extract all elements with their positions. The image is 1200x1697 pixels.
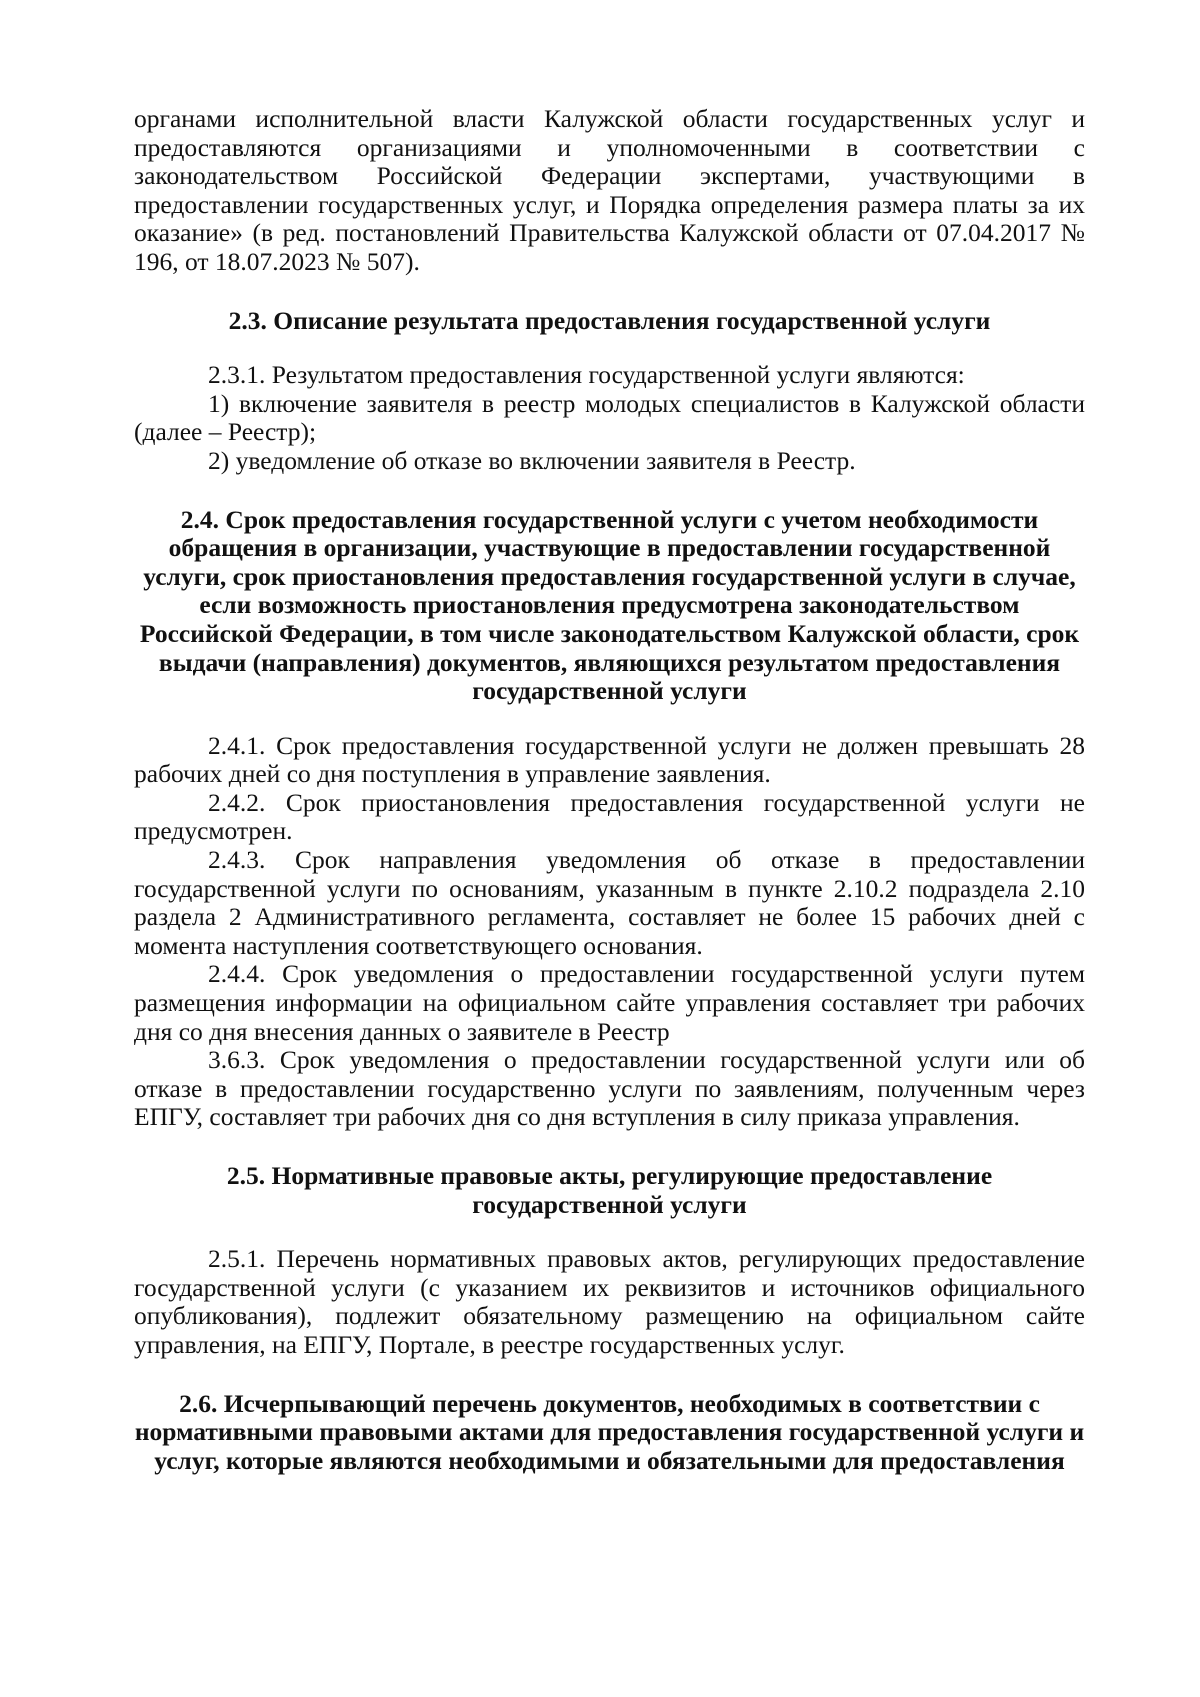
paragraph-2-4-3: 2.4.3. Срок направления уведомления об отказе в предоставлении государственной услуги по основаниям, указанным в пункте 2.10.2 подраздела 2.10 раздела 2 Административного регламента, составляет не более 15 рабочих дней с момента наступления соответствующего основания. xyxy=(134,845,1085,960)
paragraph-continuation: органами исполнительной власти Калужской области государственных услуг и предоставляются организациями и уполномоченными в соответствии с законодательством Российской Федерации экспертами, участвующими в предоставлении государственных услуг, и Порядка определения размера платы за их оказание» (в ред. постановлений Правительства Калужской области от 07.04.2017 № 196, от 18.07.2023 № 507). xyxy=(134,104,1085,276)
paragraph-2-4-4: 2.4.4. Срок уведомления о предоставлении государственной услуги путем размещения информации на официальном сайте управления составляет три рабочих дня со дня внесения данных о заявителе в Реестр xyxy=(134,959,1085,1046)
list-item-result-1: 1) включение заявителя в реестр молодых специалистов в Калужской области (далее – Реестр); xyxy=(134,388,1085,447)
paragraph-2-4-2: 2.4.2. Срок приостановления предоставления государственной услуги не предусмотрен. xyxy=(134,787,1085,846)
paragraph-3-6-3: 3.6.3. Срок уведомления о предоставлении государственной услуги или об отказе в предоставлении государственно услуги по заявлениям, полученным через ЕПГУ, составляет три рабочих дня со дня вступления в силу приказа управления. xyxy=(134,1045,1085,1132)
paragraph-2-5-1: 2.5.1. Перечень нормативных правовых актов, регулирующих предоставление государственной услуги (с указанием их реквизитов и источников официального опубликования), подлежит обязательному размещению на официальном сайте управления, на ЕПГУ, Портале, в реестре государственных услуг. xyxy=(134,1244,1085,1359)
paragraph-2-3-1: 2.3.1. Результатом предоставления государственной услуги являются: xyxy=(208,360,965,390)
section-heading-2-6: 2.6. Исчерпывающий перечень документов, необходимых в соответствии с нормативными правовыми актами для предоставления государственной услуги и услуг, которые являются необходимыми и обязательными для предоставления xyxy=(134,1388,1085,1475)
section-heading-2-4: 2.4. Срок предоставления государственной услуги с учетом необходимости обращения в организации, участвующие в предоставлении государственной услуги, срок приостановления предоставления государственной услуги в случае, если возможность приостановления предусмотрена законодательством Российской Федерации, в том числе законодательством Калужской области, срок выдачи (направления) документов, являющихся результатом предоставления государственной услуги xyxy=(139,504,1080,706)
section-heading-2-3: 2.3. Описание результата предоставления государственной услуги xyxy=(228,305,991,335)
list-item-result-2: 2) уведомление об отказе во включении заявителя в Реестр. xyxy=(208,445,856,475)
section-heading-2-5: 2.5. Нормативные правовые акты, регулирующие предоставление государственной услуги xyxy=(226,1161,993,1219)
document-page xyxy=(134,105,1085,1475)
paragraph-2-4-1: 2.4.1. Срок предоставления государственной услуги не должен превышать 28 рабочих дней со дня поступления в управление заявления. xyxy=(134,730,1085,789)
